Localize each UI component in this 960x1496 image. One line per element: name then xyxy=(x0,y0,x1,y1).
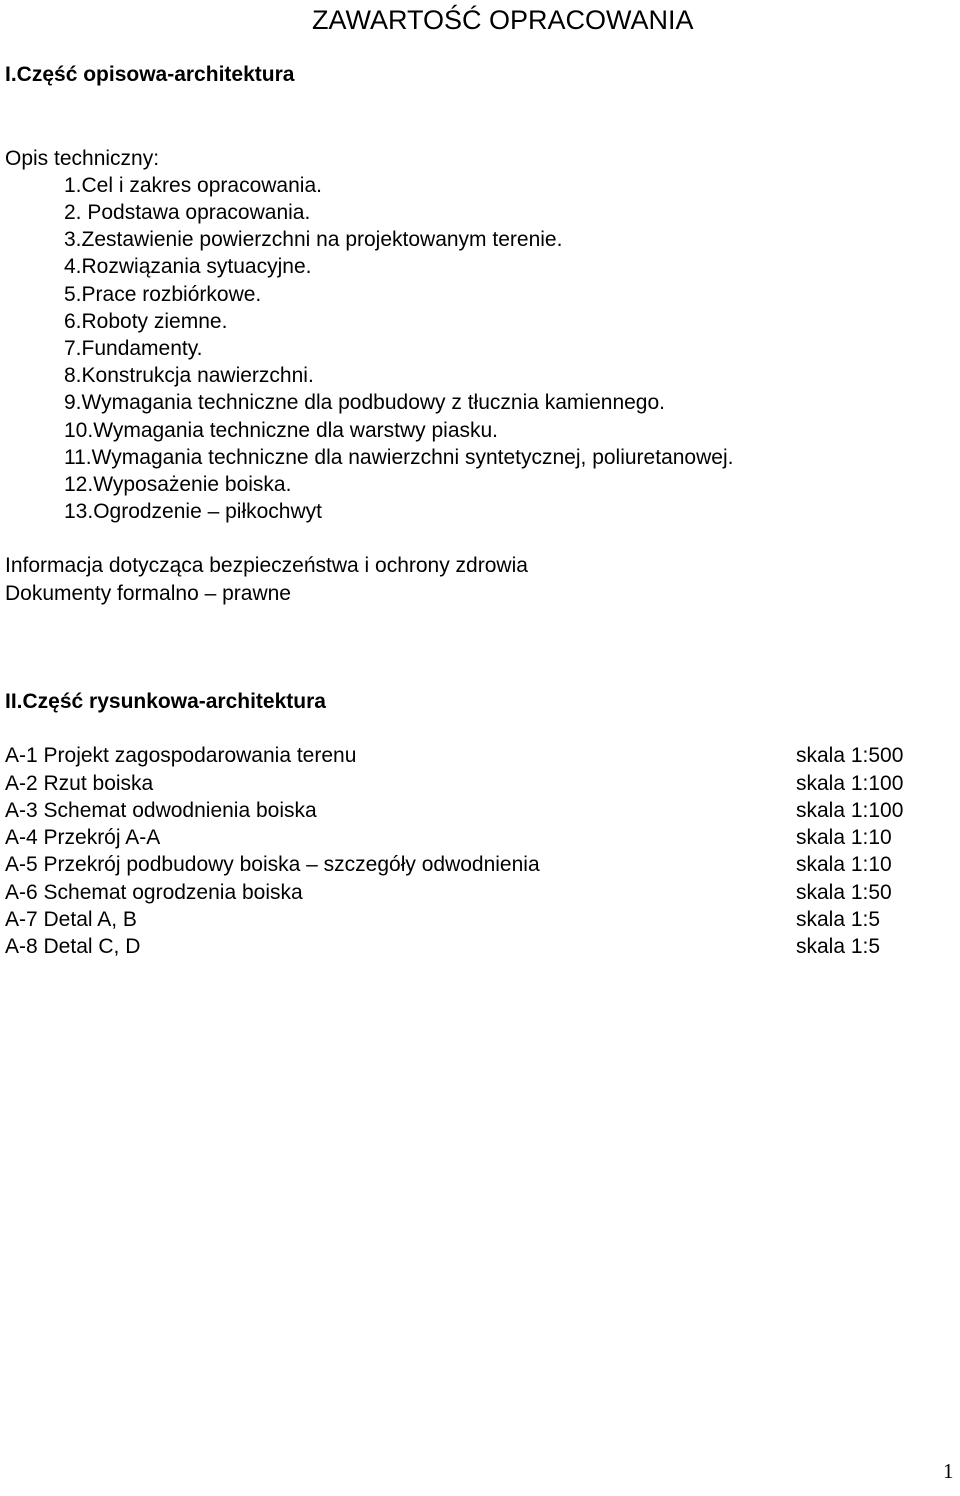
list-item: 11.Wymagania techniczne dla nawierzchni syntetycznej, poliuretanowej. xyxy=(64,446,734,469)
drawing-scale: skala 1:10 xyxy=(796,826,892,849)
drawing-name: A-8 Detal C, D xyxy=(5,935,141,958)
drawing-scale: skala 1:5 xyxy=(796,908,881,931)
page-number: 1 xyxy=(943,1459,954,1483)
list-item: 12.Wyposażenie boiska. xyxy=(64,473,292,496)
list-item: 13.Ogrodzenie – piłkochwyt xyxy=(64,500,322,523)
list-item: 3.Zestawienie powierzchni na projektowanym terenie. xyxy=(64,228,563,251)
safety-info-line: Informacja dotycząca bezpieczeństwa i ochrony zdrowia xyxy=(5,554,528,577)
page-title: ZAWARTOŚĆ OPRACOWANIA xyxy=(312,5,694,35)
drawing-scale: skala 1:500 xyxy=(796,744,904,767)
drawing-scale: skala 1:5 xyxy=(796,935,881,958)
list-item: 9.Wymagania techniczne dla podbudowy z tłucznia kamiennego. xyxy=(64,391,666,414)
drawing-scale: skala 1:10 xyxy=(796,853,892,876)
drawing-name: A-2 Rzut boiska xyxy=(5,772,154,795)
list-item: 2. Podstawa opracowania. xyxy=(64,201,311,224)
opis-heading: Opis techniczny: xyxy=(5,147,160,170)
drawing-name: A-5 Przekrój podbudowy boiska – szczegóły odwodnienia xyxy=(5,853,540,876)
drawing-scale: skala 1:100 xyxy=(796,799,904,822)
drawing-name: A-7 Detal A, B xyxy=(5,908,137,931)
list-item: 10.Wymagania techniczne dla warstwy piasku. xyxy=(64,419,499,442)
list-item: 1.Cel i zakres opracowania. xyxy=(64,174,322,197)
section-heading-part2: II.Część rysunkowa-architektura xyxy=(5,690,326,713)
drawing-name: A-3 Schemat odwodnienia boiska xyxy=(5,799,317,822)
section-heading-part1: I.Część opisowa-architektura xyxy=(5,63,295,86)
drawing-name: A-4 Przekrój A-A xyxy=(5,826,161,849)
drawing-scale: skala 1:50 xyxy=(796,881,892,904)
formal-documents-line: Dokumenty formalno – prawne xyxy=(5,582,291,605)
list-item: 8.Konstrukcja nawierzchni. xyxy=(64,364,314,387)
list-item: 6.Roboty ziemne. xyxy=(64,310,228,333)
drawing-name: A-6 Schemat ogrodzenia boiska xyxy=(5,881,303,904)
list-item: 4.Rozwiązania sytuacyjne. xyxy=(64,255,312,278)
list-item: 7.Fundamenty. xyxy=(64,337,203,360)
list-item: 5.Prace rozbiórkowe. xyxy=(64,283,262,306)
drawing-name: A-1 Projekt zagospodarowania terenu xyxy=(5,744,357,767)
drawing-scale: skala 1:100 xyxy=(796,772,904,795)
